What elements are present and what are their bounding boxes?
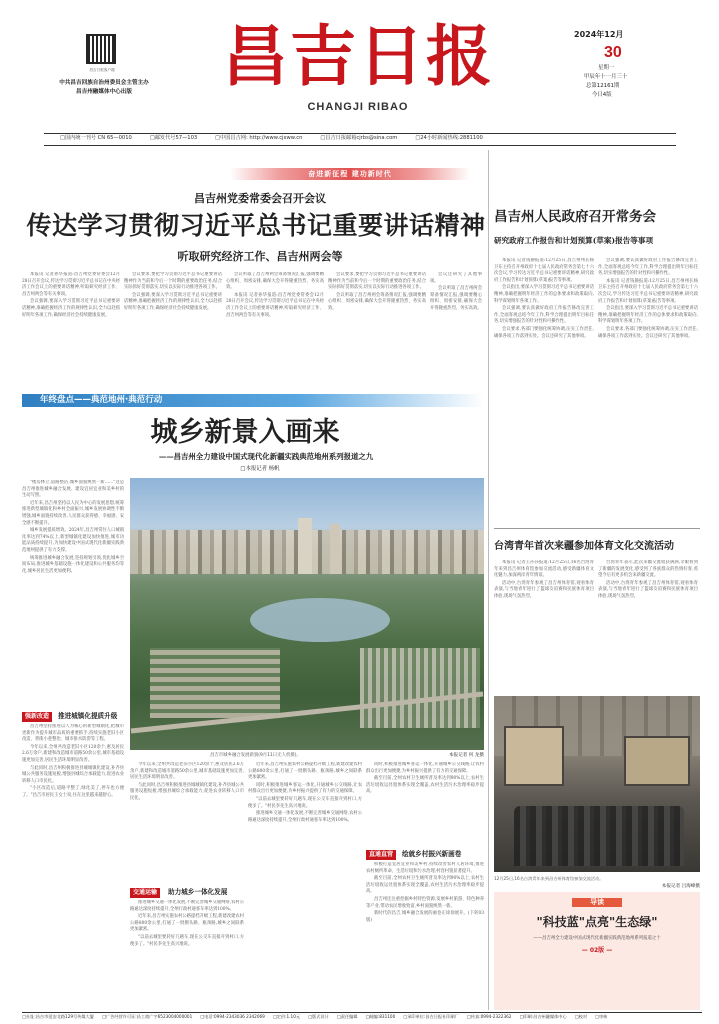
- paragraph: 统筹推进城乡融合发展,坚持规划引领,优化城乡空间布局,推进城乡基础设施一体化建设和公共服务均等化,城乡居民生活更加便利。: [22, 555, 124, 574]
- info-web[interactable]: □中国昌吉网: http://www.cjxww.cn: [215, 135, 303, 141]
- paragraph: 本报讯 记者孙华报道:昌吉州党委常委会12月28日召开会议,传达学习贯彻习近平总书记在中央经济工作会议上的重要讲话精神,听取研究经济工作、昌吉州两会等有关事项。: [226, 292, 324, 318]
- paragraph: 推进城乡交通一体化发展,不断完善城乡交通网络,农村公路通达深度持续提升,全州行政村通客车率达到100%。: [248, 811, 362, 823]
- exhibit-panel: [624, 736, 690, 786]
- qr-caption: 昌吉日报客户端: [89, 68, 115, 72]
- section-label: 强新改造: [22, 712, 52, 722]
- paragraph: 近年来,昌吉州坚持以人民为中心的发展思想,统筹推进新型城镇化和乡村全面振兴,城乡发展协调性不断增强,城乡面貌持续改善,人民群众获得感、幸福感、安全感不断提升。: [22, 500, 124, 526]
- masthead: [0, 0, 719, 132]
- footer-item: □电话:0994-2343036 2342069: [200, 1014, 265, 1019]
- column-rule: [488, 150, 489, 1010]
- lead-body-col5: [430, 272, 482, 382]
- paragraph: 会议听取了昌吉州两会筹备情况汇报,强调要精心组织、周密安排,确保大会开得隆重热烈、务实高效。: [430, 286, 482, 311]
- section-title: 绘就乡村振兴新画卷: [402, 850, 462, 858]
- newspaper-title: 昌吉日报: [222, 17, 494, 95]
- right-story1-headline[interactable]: 昌吉州人民政府召开常务会: [494, 209, 656, 225]
- paragraph: 会议指出,要深入学习贯彻习近平总书记重要讲话精神,准确把握明年经济工作的总体要求和政策取向,科学谋划明年各项工作。: [598, 306, 698, 325]
- section-label: 交通运输: [130, 888, 160, 898]
- paragraph: 台湾青年表示,此次来疆交流收获满满,亲眼看到了新疆的发展变化,感受到了各族群众的热情好客,希望今后有更多机会来新疆交流。: [598, 560, 698, 579]
- paragraph: 会议要求,要把学习贯彻习近平总书记重要讲话精神作为当前和今后一个时期的重要政治任务,结合实际抓好贯彻落实,切实以实际行动推进各项工作。: [328, 272, 426, 291]
- paragraph: 本报讯 记者王莎莎报道:12月25日,16名台湾青年来到昌吉州体育馆参加交流活动,感受新疆体育文化魅力,加深两岸青年情谊。: [494, 560, 594, 579]
- issue-day: 30: [604, 44, 622, 61]
- section-label: 直通直营: [366, 850, 396, 860]
- paragraph: "以前去城里要转好几趟车,现在公交车直接开到村口,方便多了。"村民李先生高兴地说。: [130, 934, 244, 947]
- issue-date: 2024年12月: [574, 30, 624, 39]
- right-story1-col2: [598, 258, 698, 520]
- footer-item: □传真:0994-2322362: [466, 1014, 512, 1019]
- feature-col-b2: [248, 762, 362, 1008]
- lead-subhead: 听取研究经济工作、昌吉州两会等: [177, 250, 343, 263]
- paragraph: 今年以来,全州共改造老旧小区120余个,惠及居民2.6万余户,新建和改造城市道路50余公里,城市基础设施更加完善,居民生活环境明显改善。: [130, 762, 244, 781]
- guide-label: 导读: [572, 898, 622, 907]
- paragraph: 城乡发展提质增效。2024年,昌吉州常住人口城镇化率达到74%以上,新型城镇化建设加快推进,城市功能品质持续提升,为加快建设中国式现代化新疆实践典范地州提供了有力支撑。: [22, 528, 124, 553]
- divider: [44, 133, 676, 134]
- lead-body-col2: [124, 272, 222, 382]
- feature-intro-col: [22, 480, 124, 700]
- publisher-line: 昌吉州融媒体中心出版: [76, 89, 132, 95]
- paragraph: 与此同时,昌吉州积极推进县城城镇化建设,补齐县城公共服务设施短板,增强县城综合承载能力,促进农业转移人口市民化。: [130, 782, 244, 801]
- page-count: 今日4版: [592, 92, 612, 98]
- title-pinyin: CHANGJI RIBAO: [307, 101, 409, 113]
- lead-body-col1: [22, 272, 120, 382]
- footer-item: □定价:1.10元: [272, 1014, 301, 1019]
- series-banner-text: 年终盘点——典范地州·典范行动: [40, 395, 163, 405]
- paragraph: 推进城乡交通一体化发展,不断完善城乡交通网络,农村公路通达深度持续提升,全州行政村通客车率达到100%。: [130, 900, 244, 912]
- lake: [250, 598, 390, 642]
- footer-item: □责任编辑: [336, 1014, 358, 1019]
- paragraph: 会议强调,要认真做好政府工作报告修改完善工作,全面客观总结今年工作,科学合理提出明年目标任务,切实增强报告的针对性和可操作性。: [598, 258, 698, 277]
- footer-item: □承印单位:昌吉日报社印刷厂: [403, 1014, 459, 1019]
- aerial-photo-caption: 昌吉市城乡融合发展新貌(9月11日无人机摄)。: [210, 753, 301, 758]
- paragraph: 会议指出,要深入学习贯彻习近平总书记重要讲话精神,准确把握明年经济工作的总体要求和政策取向,科学谋划明年各项工作。: [494, 285, 594, 304]
- footer: [22, 1014, 702, 1024]
- org-line: 中共昌吉回族自治州委员会主管主办: [59, 80, 149, 86]
- paragraph: 会议强调,要认真做好政府工作报告修改完善工作,全面客观总结今年工作,科学合理提出明年目标任务,切实增强报告的针对性和可操作性。: [494, 306, 594, 325]
- paragraph: 截至目前,全州农村卫生厕所普及率达到90%以上,农村生活垃圾收运处置体系实现全覆盖,农村生活污水治理率稳步提高。: [366, 776, 484, 795]
- feature-col-c0: [366, 762, 484, 846]
- paragraph: 近年来,昌吉州实施农村公路提档升级工程,新建改建农村公路800余公里,打通了一批断头路、瓶颈路,城乡之间联系更加紧密。: [130, 914, 244, 933]
- lead-body-col3: [226, 272, 324, 382]
- residential-blocks: [360, 648, 480, 728]
- paragraph: "以前去城里要转好几趟车,现在公交车直接开到村口,方便多了。"村民李先生高兴地说。: [248, 796, 362, 809]
- right-photo-caption: [494, 876, 700, 882]
- paragraph: 会议听取了昌吉州两会筹备情况汇报,强调要精心组织、周密安排,确保大会开得隆重热烈、务实高效。: [328, 292, 426, 311]
- paragraph: 近年来,昌吉州实施农村公路提档升级工程,新建改建农村公路800余公里,打通了一批断头路、瓶颈路,城乡之间联系更加紧密。: [248, 762, 362, 781]
- paragraph: 会议要求,各部门要强化统筹协调,压实工作责任,确保各项工作落到实处。会议还研究了其他事项。: [598, 326, 698, 339]
- paragraph: 本报讯 记者孙华报道:昌吉州党委常委会12月28日召开会议,传达学习贯彻习近平总书记在中央经济工作会议上的重要讲话精神,听取研究经济工作、昌吉州两会等有关事项。: [22, 272, 120, 297]
- right-story2-col2: [598, 560, 698, 690]
- feature-col-c: [366, 862, 484, 1008]
- paragraph: 会议要求,各部门要强化统筹协调,压实工作责任,确保各项工作落到实处。会议还研究了其他事项。: [494, 326, 594, 339]
- exhibit-panel: [504, 726, 564, 786]
- info-email[interactable]: □昌吉日报邮箱cjrbs@sina.com: [320, 135, 398, 141]
- right-story2-col1: [494, 560, 594, 690]
- right-story1-subhead: 研究政府工作报告和计划预算(草案)报告等事项: [494, 236, 654, 245]
- paragraph: 同时,积极推进城乡客运一体化,开通城乡公交线路,让农村群众出行更加便捷,为乡村振兴提供了有力的交通保障。: [248, 782, 362, 795]
- paragraph: 会议强调,要深入学习贯彻习近平总书记重要讲话精神,准确把握经济工作的规律性认识,全力以赴抓好明年各项工作,确保经济社会持续健康发展。: [22, 299, 120, 318]
- aerial-photo-credit: 本报记者 何 龙摄: [448, 753, 484, 758]
- tower: [298, 518, 312, 574]
- feature-byline: □本报记者 杨帆: [240, 466, 280, 472]
- lead-headline[interactable]: 传达学习贯彻习近平总书记重要讲话精神: [26, 211, 486, 240]
- right-story1-col1: [494, 258, 594, 520]
- paragraph: "楼房林立,道路整洁,城乡面貌焕然一新……"这是昌吉州推进城乡融合发展、建设宜居宜业和美乡村的生动写照。: [22, 480, 124, 499]
- caption-text: 12月25日,16名台湾青年来到昌吉州体育馆参加交流活动。: [494, 876, 604, 881]
- feature-col-a2: [130, 762, 244, 882]
- right-story2-headline[interactable]: 台湾青年首次来疆参加体育文化交流活动: [494, 541, 674, 552]
- paragraph: 本报讯 记者钱静报道:12月25日,昌吉州州长杨卫东主持召开州政府十七届人民政府常务会第七十六次会议,学习传达习近平总书记重要讲话精神,研究政府工作报告和计划预算(草案)报告等事项。: [598, 278, 698, 304]
- info-bar: [60, 135, 680, 143]
- paragraph: 会议强调,要深入学习贯彻习近平总书记重要讲话精神,准确把握经济工作的规律性认识,全力以赴抓好明年各项工作,确保经济社会持续健康发展。: [124, 292, 222, 311]
- footer-item: □印刷:昌吉州融媒体中心: [519, 1014, 567, 1019]
- paragraph: 本报讯 记者钱静报道:12月25日,昌吉州州长杨卫东主持召开州政府十七届人民政府常务会第七十六次会议,学习传达习近平总书记重要讲话精神,研究政府工作报告和计划预算(草案)报告等事项。: [494, 258, 594, 283]
- paragraph: 会议要求,要把学习贯彻习近平总书记重要讲话精神作为当前和今后一个时期的重要政治任务,结合实际抓好贯彻落实,切实以实际行动推进各项工作。: [124, 272, 222, 291]
- paragraph: 同时,积极推进城乡客运一体化,开通城乡公交线路,让农村群众出行更加便捷,为乡村振兴提供了有力的交通保障。: [366, 762, 484, 774]
- paragraph: 会议听取了昌吉州两会筹备情况汇报,强调要精心组织、周密安排,确保大会开得隆重热烈、务实高效。: [226, 272, 324, 291]
- paragraph: 昌吉州坚持推进以人为核心的新型城镇化,把城市更新作为提升城市品质的重要抓手,持续实施老旧小区改造、背街小巷整治、城市排水防涝等工程。: [22, 724, 124, 743]
- slogan-banner: [230, 168, 470, 180]
- guide-box[interactable]: [494, 892, 700, 1010]
- slogan-text: 奋进新征程 建功新时代: [308, 170, 392, 178]
- info-hotline: □24小时新闻热线:2881100: [415, 135, 483, 141]
- guide-page[interactable]: — 02版 —: [581, 947, 613, 954]
- section-title: 推进城镇化提质升级: [58, 712, 118, 720]
- feature-headline[interactable]: 城乡新景入画来: [150, 417, 340, 448]
- paragraph: 积极打造宜居宜业和美乡村,持续改善农村人居环境,推进农村厕所革命、生活垃圾和污水治理,村容村貌显著提升。: [366, 862, 484, 874]
- divider: [494, 528, 700, 529]
- guide-sub: ——昌吉州全力建设中国式现代化新疆实践典范地州系列报道之十: [533, 936, 661, 941]
- lunar-date: 甲辰年十一月三十: [584, 74, 628, 80]
- tower: [330, 524, 340, 574]
- section-title: 助力城乡一体化发展: [168, 888, 228, 896]
- lead-body-col4: [328, 272, 426, 382]
- paragraph: 新时代的昌吉,城乡融合发展的画卷正徐徐展开。(下转03版): [366, 911, 484, 923]
- aerial-city-photo[interactable]: [130, 478, 484, 750]
- info-post: □邮发代号57—103: [149, 135, 198, 141]
- footer-item: □校对: [574, 1014, 588, 1019]
- paragraph: 截至目前,全州农村卫生厕所普及率达到90%以上,农村生活垃圾收运处置体系实现全覆盖,农村生活污水治理率稳步提高。: [366, 876, 484, 895]
- paragraph: 活动中,台湾青年参观了昌吉州体育馆,观看体育表演,与当地青年进行了篮球友谊赛和民族体育项目体验,现场气氛热烈。: [598, 580, 698, 599]
- paragraph: 与此同时,昌吉州积极推进县城城镇化建设,补齐县城公共服务设施短板,增强县城综合承载能力,促进农业转移人口市民化。: [22, 765, 124, 784]
- issue-number: 总第12161期: [586, 83, 620, 89]
- footer-item: □版式设计: [308, 1014, 329, 1019]
- paragraph: 今年以来,全州共改造老旧小区120余个,惠及居民2.6万余户,新建和改造城市道路50余公里,城市基础设施更加完善,居民生活环境明显改善。: [22, 744, 124, 763]
- paragraph: 昌吉州还注重挖掘乡村特色资源,发展乡村旅游、特色种养等产业,带动农民增收致富,乡村面貌焕然一新。: [366, 896, 484, 909]
- feature-col-a: [22, 724, 124, 1008]
- right-photo-credit: 本报记者 吕海峰摄: [661, 884, 700, 889]
- qr-code[interactable]: [86, 34, 116, 64]
- guide-headline[interactable]: "科技蓝"点亮"生态绿": [536, 915, 658, 929]
- exhibition-photo[interactable]: [494, 696, 700, 872]
- paragraph: 会议还研究了其他事项。: [430, 272, 482, 284]
- lead-kicker: 昌吉州党委常委会召开会议: [194, 192, 326, 205]
- paragraph: "小区改造后,道路平整了,绿化美了,停车也方便了。"昌吉市居民王女士说,住在这里越来越舒心。: [22, 786, 124, 798]
- footer-item: □邮编:831100: [365, 1014, 396, 1019]
- residential-blocks: [150, 648, 280, 718]
- weekday: 星期一: [598, 65, 615, 71]
- crowd: [514, 806, 684, 866]
- footer-item: □审核: [595, 1014, 608, 1019]
- divider: [22, 1012, 702, 1013]
- feature-subhead: ——昌吉州全力建设中国式现代化新疆实践典范地州系列报道之九: [158, 452, 374, 461]
- feature-col-b: [130, 900, 244, 1008]
- footer-item: □广告经营许可证:昌工商广字6523004000001: [102, 1014, 193, 1019]
- divider: [44, 145, 676, 146]
- series-banner: [22, 394, 484, 407]
- info-cn: □国内统一刊号 CN 65—0010: [60, 135, 132, 141]
- paragraph: 活动中,台湾青年参观了昌吉州体育馆,观看体育表演,与当地青年进行了篮球友谊赛和民族体育项目体验,现场气氛热烈。: [494, 580, 594, 599]
- footer-item: □社址:昌吉市延安北路129号传媒大厦: [22, 1014, 94, 1019]
